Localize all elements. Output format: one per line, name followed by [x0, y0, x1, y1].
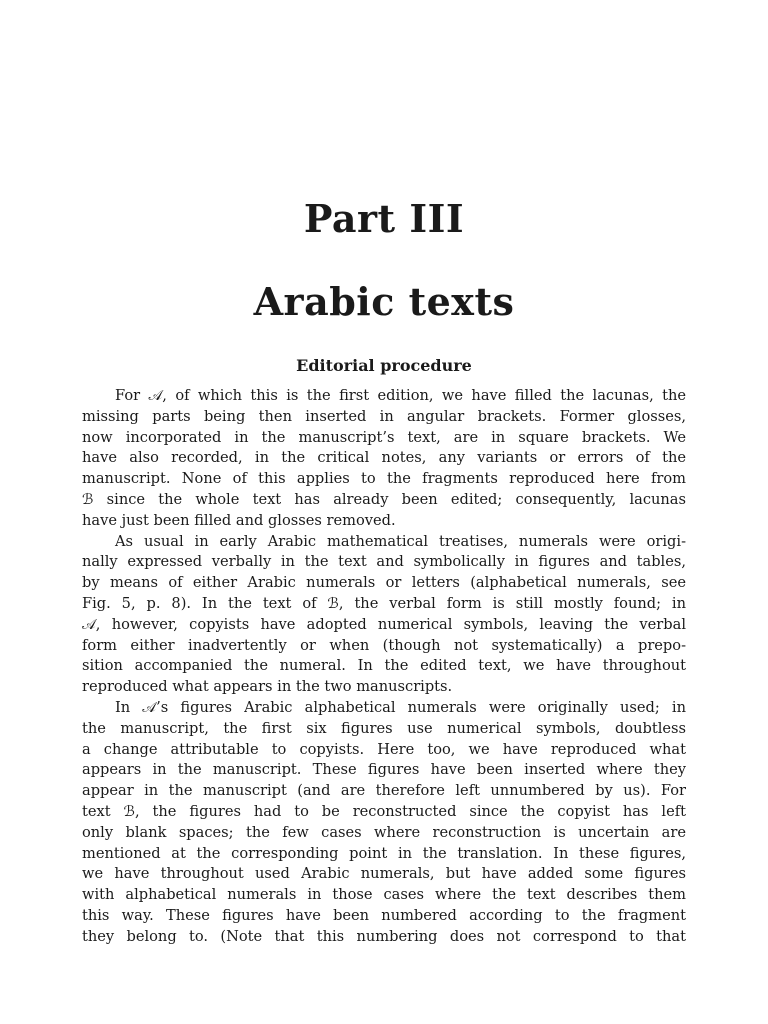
- text-line: have also recorded, in the critical notes, any variants or errors of the: [82, 449, 686, 467]
- text-line: the manuscript, the first six figures use numerical symbols, doubtless: [82, 719, 686, 737]
- paragraph: [82, 532, 686, 698]
- text-line: we have throughout used Arabic numerals, but have added some figures: [82, 865, 686, 883]
- body-text: [82, 386, 686, 948]
- text-line: reproduced what appears in the two manuscripts.: [82, 678, 453, 696]
- section-title: Editorial procedure: [296, 356, 472, 375]
- text-line: text ℬ, the figures had to be reconstructed since the copyist has left: [82, 802, 686, 820]
- paragraph: [82, 386, 686, 532]
- text-line: they belong to. (Note that this numbering does not correspond to that: [82, 927, 686, 945]
- text-line: sition accompanied the numeral. In the edited text, we have throughout: [82, 657, 686, 675]
- text-line: 𝒜, however, copyists have adopted numerical symbols, leaving the verbal: [82, 615, 686, 633]
- text-line: appear in the manuscript (and are therefore left unnumbered by us). For: [82, 782, 686, 800]
- text-line: a change attributable to copyists. Here too, we have reproduced what: [82, 740, 686, 758]
- part-title: Part III: [303, 196, 465, 241]
- text-line: missing parts being then inserted in angular brackets. Former glosses,: [82, 407, 686, 425]
- text-line: have just been filled and glosses removed.: [82, 511, 396, 529]
- chapter-title: Arabic texts: [253, 279, 515, 324]
- text-line: only blank spaces; the few cases where reconstruction is uncertain are: [82, 823, 686, 841]
- text-line: ℬ since the whole text has already been edited; consequently, lacunas: [82, 490, 686, 508]
- paragraph: [82, 698, 686, 948]
- text-line: For 𝒜, of which this is the first edition, we have filled the lacunas, the: [115, 387, 686, 404]
- text-line: Fig. 5, p. 8). In the text of ℬ, the verbal form is still mostly found; in: [82, 594, 686, 612]
- text-line: nally expressed verbally in the text and symbolically in figures and tables,: [82, 553, 686, 571]
- text-line: mentioned at the corresponding point in the translation. In these figures,: [82, 844, 686, 862]
- text-line: with alphabetical numerals in those cases where the text describes them: [82, 886, 686, 904]
- text-line: In 𝒜’s figures Arabic alphabetical numerals were originally used; in: [115, 698, 686, 716]
- text-line: this way. These figures have been numbered according to the fragment: [82, 906, 686, 924]
- text-line: manuscript. None of this applies to the fragments reproduced here from: [82, 470, 686, 488]
- text-line: by means of either Arabic numerals or letters (alphabetical numerals, see: [82, 574, 686, 592]
- text-line: now incorporated in the manuscript’s text, are in square brackets. We: [82, 428, 686, 446]
- text-line: As usual in early Arabic mathematical treatises, numerals were origi-: [115, 532, 686, 550]
- text-line: appears in the manuscript. These figures have been inserted where they: [82, 761, 686, 779]
- text-line: form either inadvertently or when (though not systematically) a prepo-: [82, 636, 686, 654]
